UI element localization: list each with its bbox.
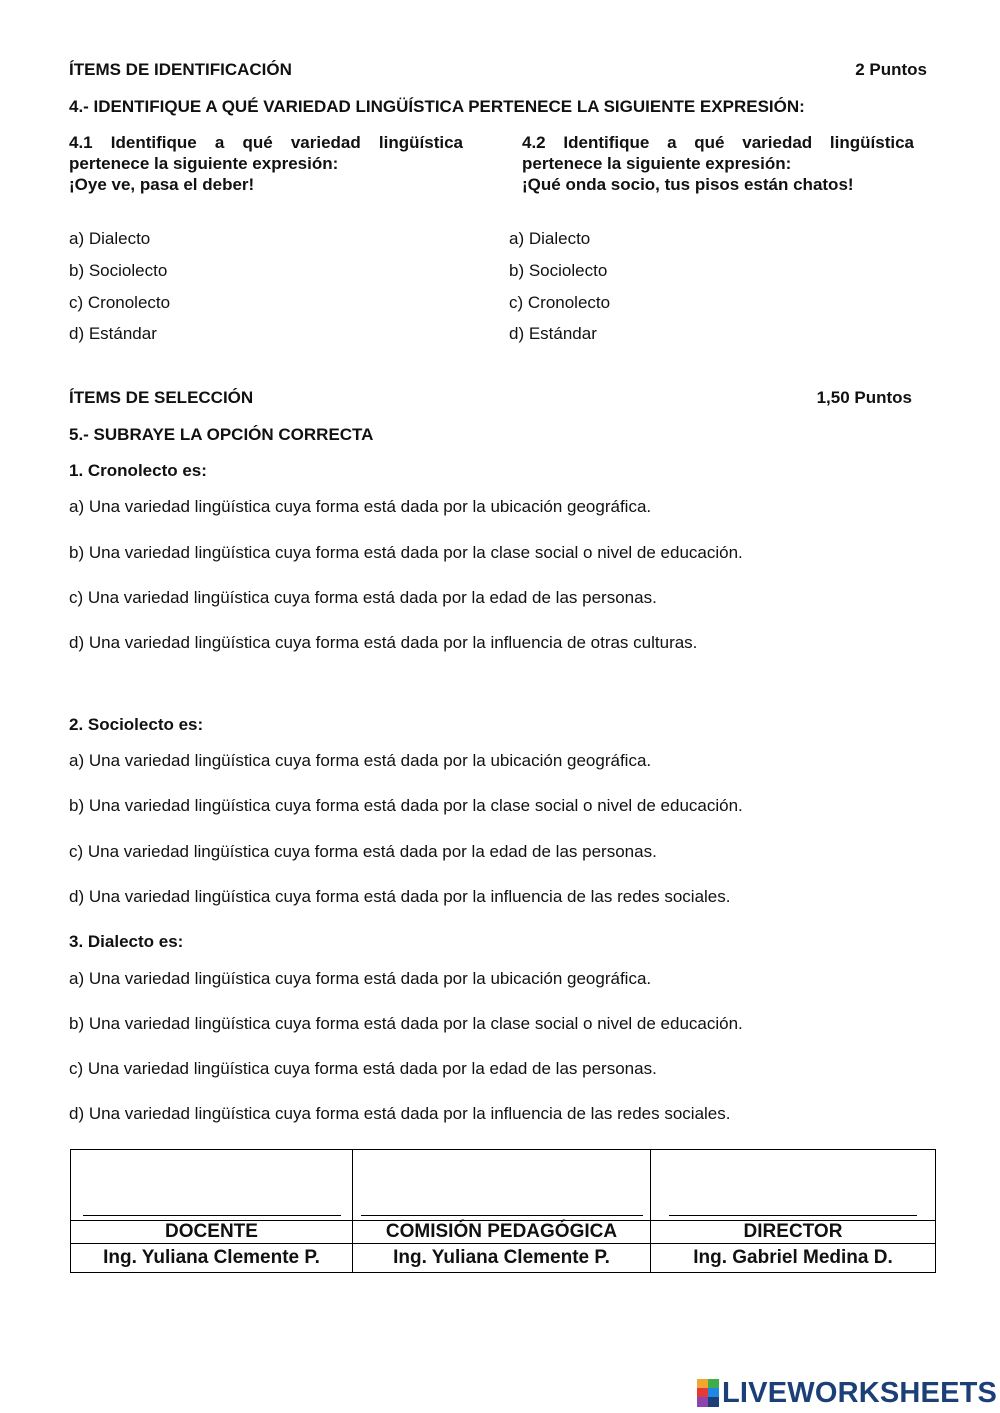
liveworksheets-logo-text: LIVEWORKSHEETS [722,1376,998,1409]
signature-line [83,1214,341,1216]
section5-title: ÍTEMS DE SELECCIÓN [69,388,254,407]
question-4-1-expression: ¡Oye ve, pasa el deber! [69,175,255,194]
signature-cell-director [651,1150,936,1221]
liveworksheets-logo [697,1376,997,1410]
role-comision: COMISIÓN PEDAGÓGICA [353,1221,651,1244]
role-docente: DOCENTE [71,1221,353,1244]
option-5-3-b[interactable]: b) Una variedad lingüística cuya forma está dada por la clase social o nivel de educación. [69,1014,743,1033]
role-director: DIRECTOR [651,1221,936,1244]
signature-names-row [71,1244,936,1273]
signature-line [669,1214,917,1216]
option-4-2-a[interactable]: a) Dialecto [509,229,591,248]
question-4-2-expression: ¡Qué onda socio, tus pisos están chatos! [522,175,854,194]
section4-instruction: 4.- IDENTIFIQUE A QUÉ VARIEDAD LINGÜÍSTICA PERTENECE LA SIGUIENTE EXPRESIÓN: [69,97,805,116]
signature-table [70,1149,936,1273]
option-5-3-c[interactable]: c) Una variedad lingüística cuya forma está dada por la edad de las personas. [69,1059,657,1078]
name-docente: Ing. Yuliana Clemente P. [71,1244,353,1273]
liveworksheets-logo-icon [697,1379,719,1407]
option-5-3-d[interactable]: d) Una variedad lingüística cuya forma está dada por la influencia de las redes sociales. [69,1104,731,1123]
question-5-2-title: 2. Sociolecto es: [69,715,204,734]
option-5-3-a[interactable]: a) Una variedad lingüística cuya forma está dada por la ubicación geográfica. [69,969,652,988]
name-director: Ing. Gabriel Medina D. [651,1244,936,1273]
section4-header [69,60,929,80]
question-4-1 [69,132,463,195]
option-4-1-a[interactable]: a) Dialecto [69,229,151,248]
option-5-1-d[interactable]: d) Una variedad lingüística cuya forma está dada por la influencia de otras culturas. [69,633,698,652]
option-4-1-d[interactable]: d) Estándar [69,324,157,343]
option-4-1-b[interactable]: b) Sociolecto [69,261,168,280]
option-5-2-b[interactable]: b) Una variedad lingüística cuya forma está dada por la clase social o nivel de educación. [69,796,743,815]
option-5-1-a[interactable]: a) Una variedad lingüística cuya forma está dada por la ubicación geográfica. [69,497,652,516]
signature-line [361,1214,643,1216]
section5-instruction: 5.- SUBRAYE LA OPCIÓN CORRECTA [69,425,374,444]
section4-points: 2 Puntos [855,60,927,79]
signature-roles-row [71,1221,936,1244]
section5-points: 1,50 Puntos [816,388,912,407]
signature-lines-row [71,1150,936,1221]
signature-cell-comision [353,1150,651,1221]
option-5-1-b[interactable]: b) Una variedad lingüística cuya forma está dada por la clase social o nivel de educación. [69,543,743,562]
option-5-2-c[interactable]: c) Una variedad lingüística cuya forma está dada por la edad de las personas. [69,842,657,861]
option-5-1-c[interactable]: c) Una variedad lingüística cuya forma está dada por la edad de las personas. [69,588,657,607]
option-5-2-d[interactable]: d) Una variedad lingüística cuya forma está dada por la influencia de las redes sociales. [69,887,731,906]
question-4-2 [522,132,914,195]
option-4-2-c[interactable]: c) Cronolecto [509,293,611,312]
signature-cell-docente [71,1150,353,1221]
question-5-3-title: 3. Dialecto es: [69,932,184,951]
question-4-2-text: 4.2 Identifique a qué variedad lingüística pertenece la siguiente expresión: [522,133,914,173]
section4-title: ÍTEMS DE IDENTIFICACIÓN [69,60,292,79]
name-comision: Ing. Yuliana Clemente P. [353,1244,651,1273]
section5-header [69,388,912,408]
option-4-2-d[interactable]: d) Estándar [509,324,597,343]
question-4-1-text: 4.1 Identifique a qué variedad lingüística pertenece la siguiente expresión: [69,133,463,173]
option-4-2-b[interactable]: b) Sociolecto [509,261,608,280]
option-5-2-a[interactable]: a) Una variedad lingüística cuya forma está dada por la ubicación geográfica. [69,751,652,770]
question-5-1-title: 1. Cronolecto es: [69,461,207,480]
option-4-1-c[interactable]: c) Cronolecto [69,293,171,312]
